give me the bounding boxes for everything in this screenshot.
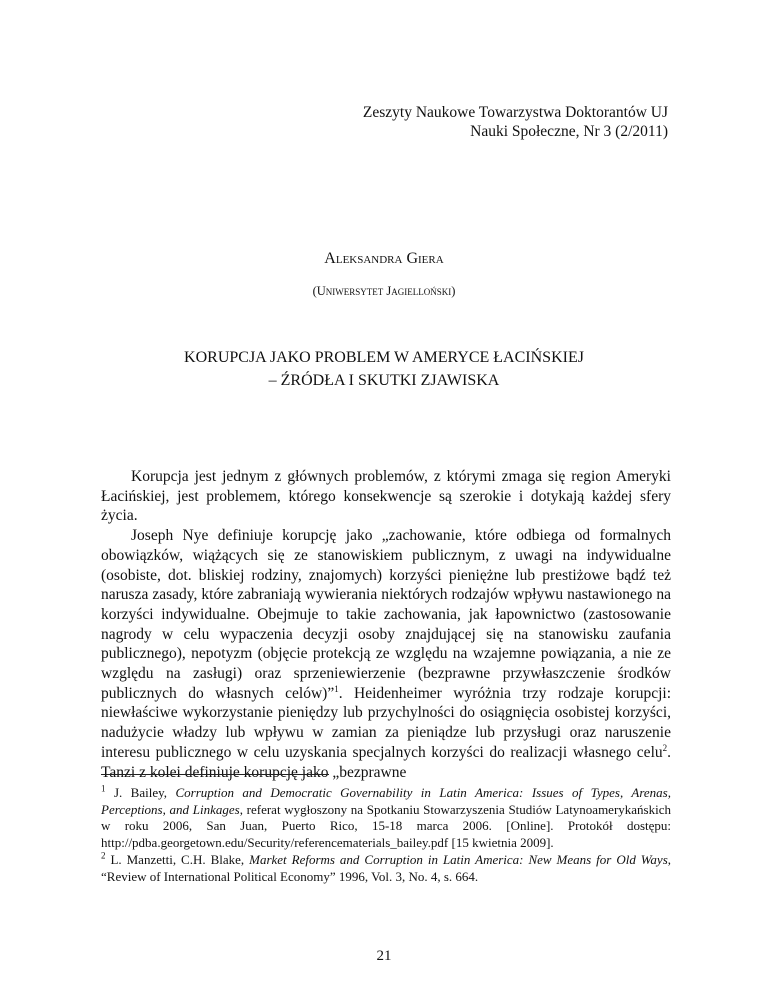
article-title [0,346,768,392]
journal-name: Zeszyty Naukowe Towarzystwa Doktorantów UJ [362,104,668,121]
footnote: $^1$ J. Bailey, Corruption and Democratic Governability in Latin America: Issues of Types, Arenas, Perceptions, and Linkages, referat wygłoszony na Spotkaniu Stowarzyszenia Studiów Latynoamerykańskich w roku 2006, San Juan, Puerto Rico, 15-18 marca 2006. [Online]. Protokół dostępu: http://pdba.georgetown.edu/Security/referencematerials_bailey.pdf [15 kwietnia 2009]. [101,783,671,850]
footnote-title: Market Reforms and Corruption in Latin America: New Means for Old Ways [249,852,668,867]
author-affiliation: (Uniwersytet Jagielloński) [312,284,456,298]
body-paragraph [101,526,671,782]
footnote-number: 2 [101,850,106,861]
author-name: Aleksandra Giera [324,250,444,267]
footnote-reference[interactable]: 1 [334,683,339,694]
journal-issue: Nauki Społeczne, Nr 3 (2/2011) [470,123,668,140]
footnote-separator [101,774,329,775]
journal-header [363,103,668,141]
footnotes [101,785,671,886]
article-body [101,467,671,782]
footnote-title: Corruption and Democratic Governability in Latin America: Issues of Types, Arenas, Perceptions, and Linkages [101,785,671,817]
body-text: Joseph Nye definiuje korupcję jako „zachowanie, które odbiega od formalnych obowiązków, wiążących się ze stanowiskiem publicznym, z uwagi na indywidualne (osobiste, dot. bliskiej rodziny, znajomych) korzyści pieniężne lub prestiżowe bądź też narusza zasady, które zabraniają wywierania niektórych rodzajów wpływu nastawionego na korzyści indywidualne. Obejmuje to takie zachowania, jak łapownictwo (zastosowanie nagrody w celu wypaczenia decyzji osoby znajdującej się na stanowisku zaufania publicznego), nepotyzm (objęcie protekcją ze względu na wzajemne powiązania, a nie ze względu na zasługi) oraz sprzeniewierzenie (bezprawne przywłaszczenie środków publicznych do własnych celów)” [101,527,671,702]
footnote-number: 1 [101,783,106,794]
article-title-line-1: KORUPCJA JAKO PROBLEM W AMERYCE ŁACIŃSKIEJ [184,349,584,366]
page-number: 21 [376,948,392,964]
footnote: $^2$ L. Manzetti, C.H. Blake, Market Reforms and Corruption in Latin America: New Means for Old Ways, “Review of International Political Economy” 1996, Vol. 3, No. 4, s. 664. [101,850,671,884]
footnote-reference[interactable]: 2 [662,742,668,753]
body-text: . Tanzi z kolei definiuje korupcję jako „bezprawne [101,743,671,781]
body-paragraph: Korupcja jest jednym z głównych problemów, z którymi zmaga się region Ameryki Łacińskiej, jest problemem, którego konsekwencje są szerokie i dotykają każdej sfery życia. [101,468,671,525]
body-text: . Heidenheimer wyróżnia trzy rodzaje korupcji: niewłaściwe wykorzystanie pieniędzy lub przychylności do osiągnięcia osobistej korzyści, nadużycie władzy lub wpływu w zamian za pieniądze lub przysługi oraz naruszenie interesu publicznego w celu uzyskania specjalnych korzyści do realizacji własnego celu [101,684,671,761]
article-title-line-2: – ŹRÓDŁA I SKUTKI ZJAWISKA [268,372,500,389]
